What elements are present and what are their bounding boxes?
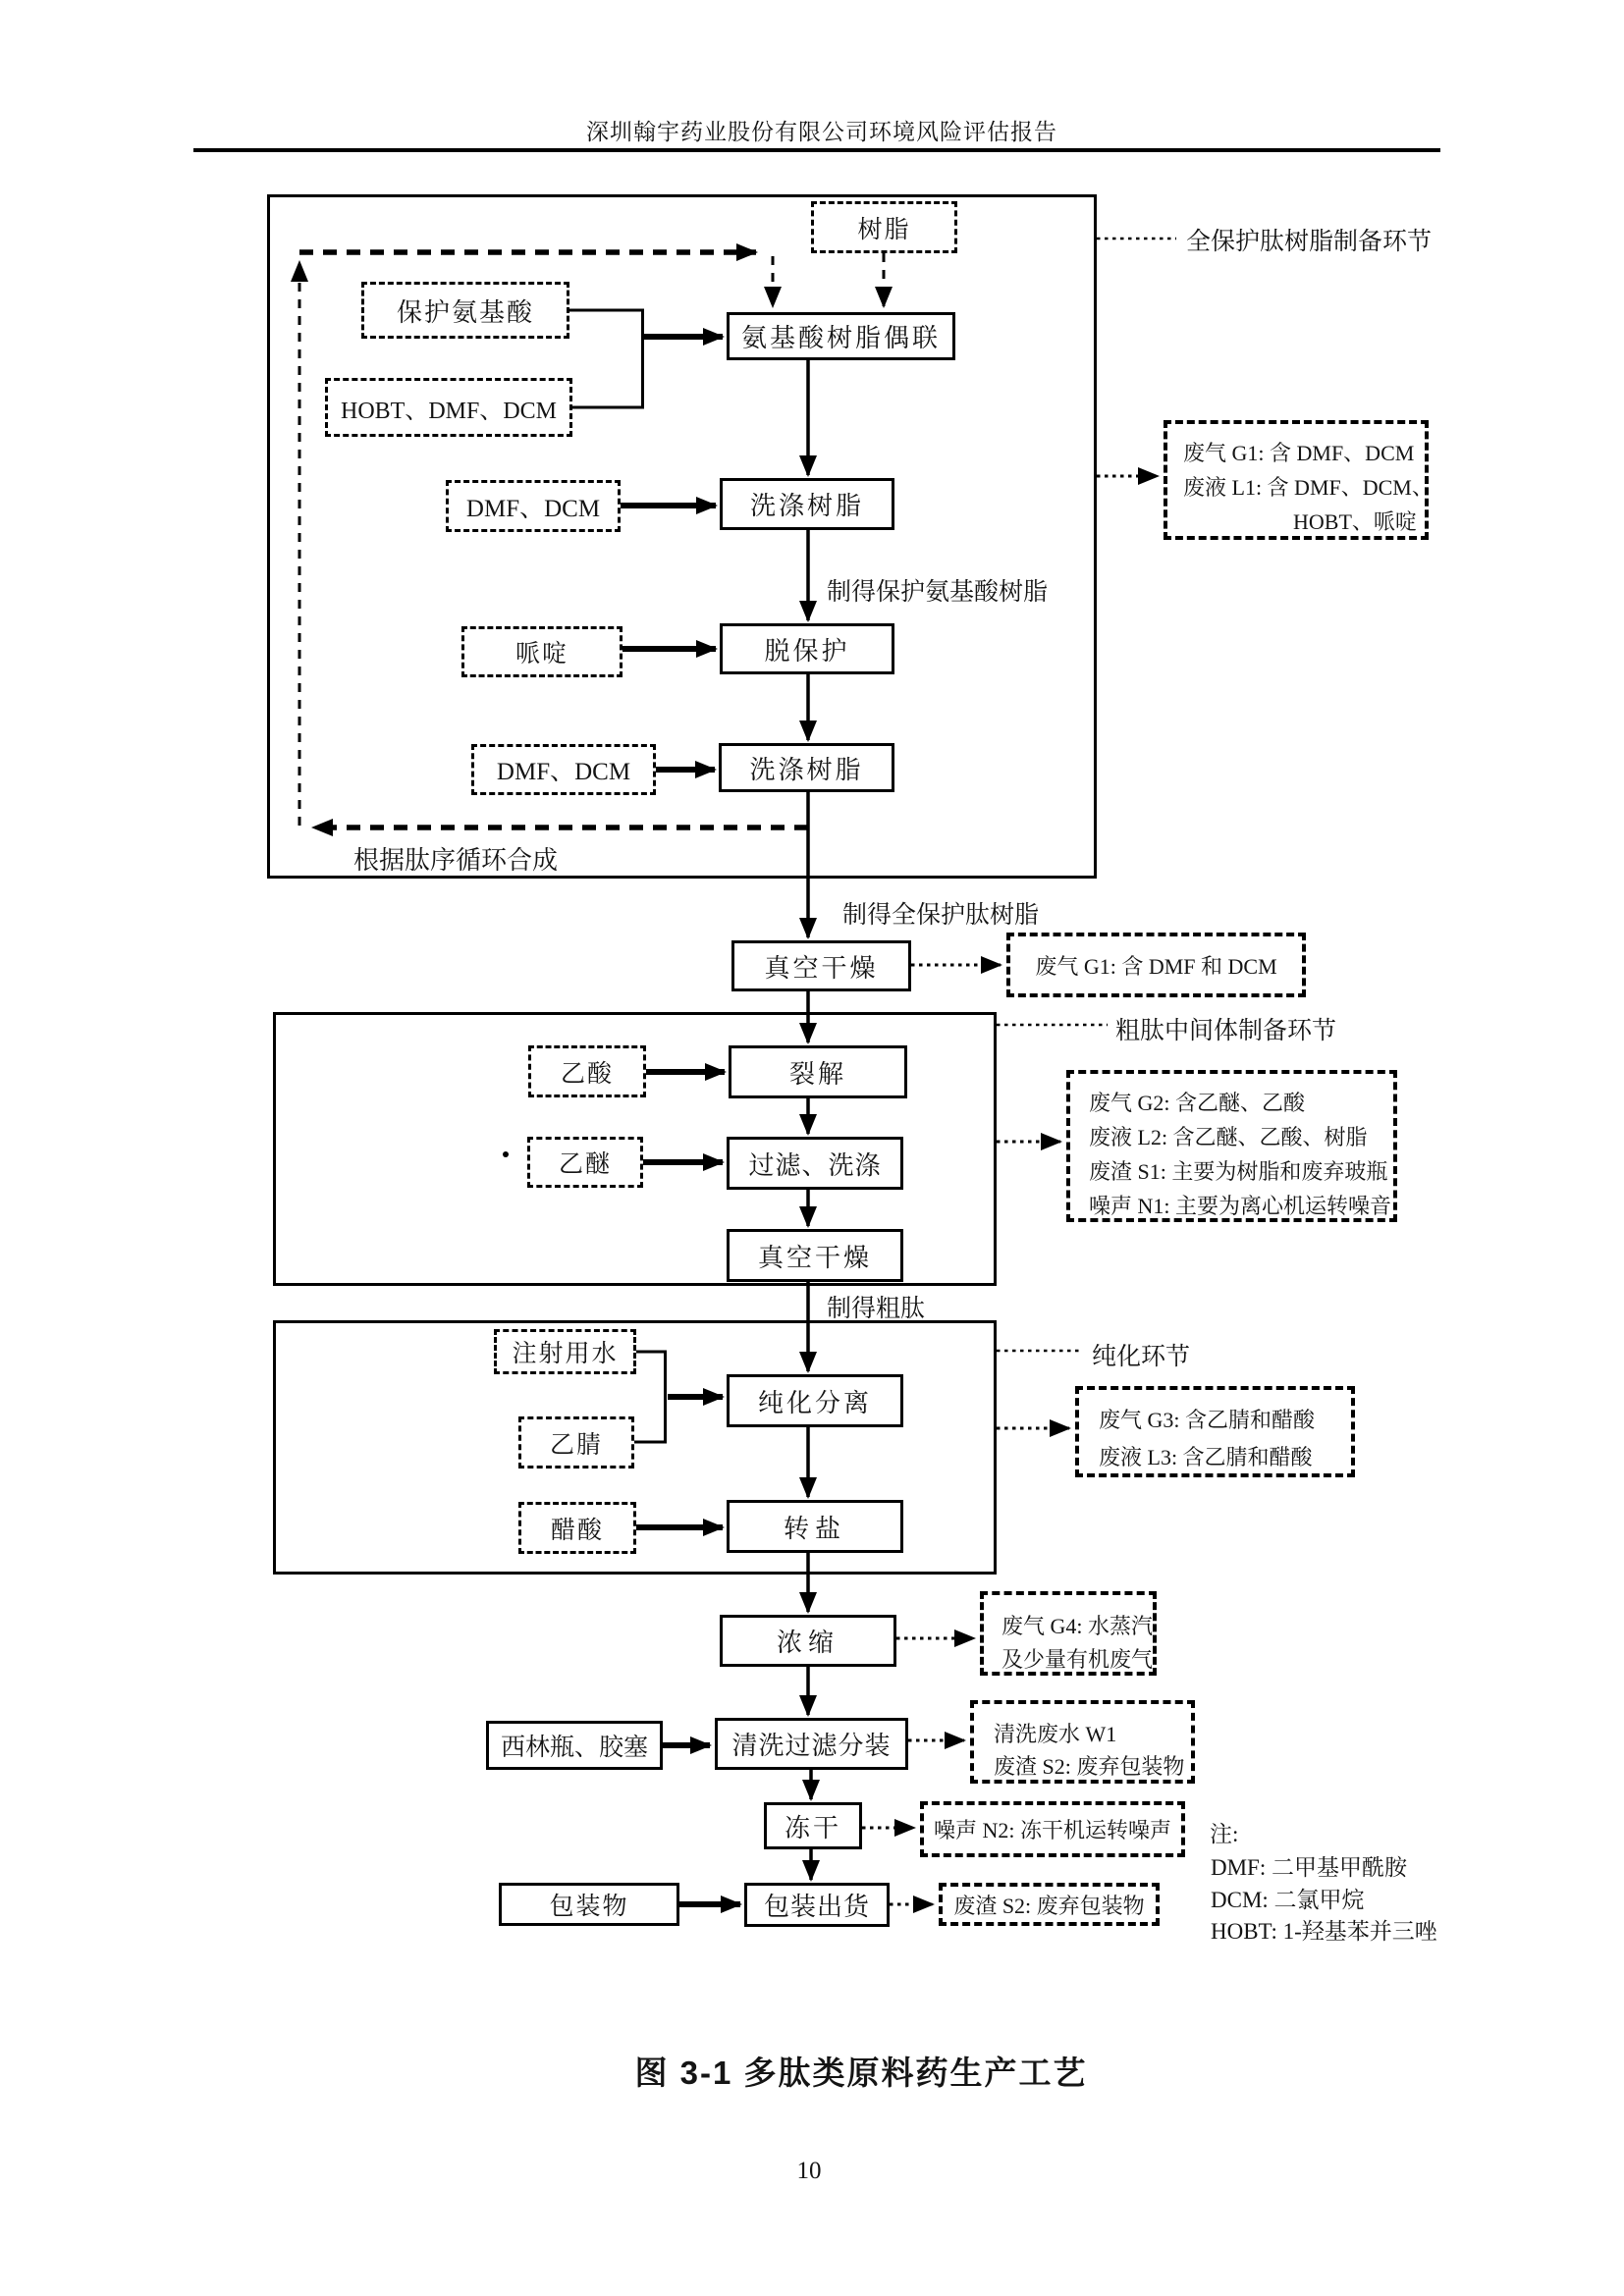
process-box-concentration: 浓缩	[720, 1615, 896, 1667]
input-box-protected-amino-acid: 保护氨基酸	[361, 282, 569, 339]
waste-line: 废渣 S1: 主要为树脂和废弃玻瓶	[1089, 1159, 1388, 1184]
waste-line: 废气 G4: 水蒸汽	[1001, 1614, 1154, 1638]
stage-label-2: 粗肽中间体制备环节	[1115, 1018, 1337, 1044]
waste-line: 废液 L2: 含乙醚、乙酸、树脂	[1089, 1125, 1368, 1149]
flow-label-protected-aa-resin: 制得保护氨基酸树脂	[827, 579, 1049, 606]
flow-label-loop: 根据肽序循环合成	[353, 846, 559, 875]
input-box-acetic-acid: 乙酸	[528, 1045, 646, 1097]
waste-box-g4	[980, 1591, 1157, 1676]
waste-line: HOBT、哌啶	[1293, 509, 1417, 534]
waste-box-g2	[1066, 1070, 1397, 1222]
input-box-packaging: 包装物	[499, 1883, 679, 1926]
flow-label-full-protected-resin: 制得全保护肽树脂	[842, 902, 1040, 929]
note-title: 注:	[1210, 1822, 1239, 1846]
process-box-filter-wash: 过滤、洗涤	[727, 1137, 903, 1190]
process-box-freeze-dry: 冻干	[764, 1802, 862, 1849]
waste-box-g1-l1	[1164, 420, 1434, 540]
waste-line: 噪声 N1: 主要为离心机运转噪音	[1089, 1194, 1392, 1218]
process-box-pack-ship: 包装出货	[744, 1883, 890, 1927]
input-box-dmf-dcm-1: DMF、DCM	[446, 480, 621, 532]
input-box-resin: 树脂	[811, 201, 957, 253]
note-dcm: DCM: 二氯甲烷	[1211, 1888, 1365, 1912]
process-box-wash-filter-fill: 清洗过滤分装	[715, 1718, 908, 1770]
waste-line: 废气 G2: 含乙醚、乙酸	[1089, 1091, 1306, 1115]
stage-label-3: 纯化环节	[1092, 1344, 1191, 1370]
waste-line: 废气 G3: 含乙腈和醋酸	[1099, 1408, 1316, 1432]
waste-line: 废液 L3: 含乙腈和醋酸	[1099, 1445, 1313, 1469]
waste-line: 及少量有机废气	[1001, 1647, 1154, 1672]
process-box-wash-resin-1: 洗涤树脂	[720, 478, 894, 530]
header-title: 深圳翰宇药业股份有限公司环境风险评估报告	[586, 120, 1057, 144]
process-box-deprotection: 脱保护	[720, 623, 894, 674]
waste-line: 废液 L1: 含 DMF、DCM、	[1183, 475, 1434, 500]
process-box-purification: 纯化分离	[727, 1374, 903, 1427]
figure-caption: 图 3-1 多肽类原料药生产工艺	[634, 2055, 1088, 2091]
waste-box-g1-dry: 废气 G1: 含 DMF 和 DCM	[1006, 933, 1306, 997]
note-hobt: HOBT: 1-羟基苯并三唑	[1211, 1919, 1437, 1944]
input-box-acetonitrile: 乙腈	[518, 1416, 634, 1468]
waste-box-w1-s2	[970, 1700, 1195, 1784]
input-box-hobt-dmf-dcm: HOBT、DMF、DCM	[325, 378, 572, 437]
waste-line: 清洗废水 W1	[994, 1722, 1117, 1746]
stage-label-1: 全保护肽树脂制备环节	[1186, 229, 1433, 255]
input-box-vinegar-acid: 醋酸	[518, 1502, 636, 1554]
input-box-dmf-dcm-2: DMF、DCM	[471, 744, 656, 795]
input-box-piperidine: 哌啶	[461, 626, 623, 677]
waste-box-n2: 噪声 N2: 冻干机运转噪声	[920, 1801, 1185, 1857]
process-box-vacuum-dry-2: 真空干燥	[727, 1229, 903, 1282]
input-box-vial-stopper: 西林瓶、胶塞	[486, 1721, 663, 1770]
flow-label-crude-peptide: 制得粗肽	[827, 1296, 926, 1322]
input-box-ether: 乙醚	[527, 1137, 643, 1188]
input-box-water-for-injection: 注射用水	[494, 1329, 636, 1374]
waste-box-g3	[1075, 1386, 1355, 1477]
process-box-salt-exchange: 转盐	[727, 1500, 903, 1553]
page-number: 10	[796, 2158, 822, 2184]
scan-dot	[503, 1151, 509, 1157]
waste-line: 废气 G1: 含 DMF、DCM	[1183, 441, 1415, 465]
process-box-coupling: 氨基酸树脂偶联	[727, 312, 955, 360]
process-box-wash-resin-2: 洗涤树脂	[719, 743, 894, 792]
process-box-cleavage: 裂解	[729, 1045, 907, 1098]
process-box-vacuum-dry-1: 真空干燥	[731, 940, 911, 991]
waste-box-s2: 废渣 S2: 废弃包装物	[939, 1883, 1160, 1926]
note-dmf: DMF: 二甲基甲酰胺	[1211, 1855, 1407, 1880]
waste-line: 废渣 S2: 废弃包装物	[994, 1754, 1185, 1779]
